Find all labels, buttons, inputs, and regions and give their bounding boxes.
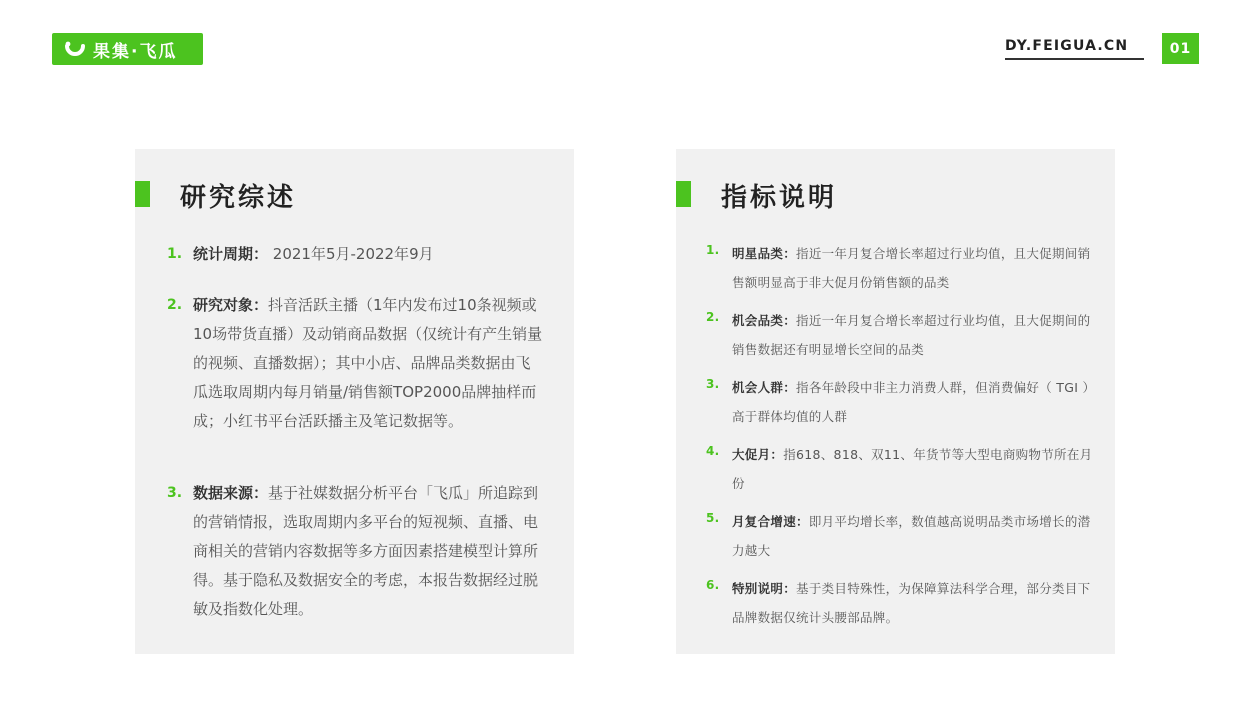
list-item bbox=[167, 240, 547, 269]
item-body: 基于类目特殊性，为保障算法科学合理，部分类目下品牌数据仅统计头腰部品牌。 bbox=[732, 581, 1091, 625]
logo-text: 果集·飞瓜 bbox=[93, 41, 178, 62]
item-number: 2. bbox=[706, 310, 720, 324]
item-body: 抖音活跃主播（1年内发布过10条视频或10场带货直播）及动销商品数据（仅统计有产生销量的视频、直播数据）；其中小店、品牌品类数据由飞瓜选取周期内每月销量/销售额TOP2000品牌抽样而成；小红书平台活跃播主及笔记数据等。 bbox=[193, 296, 543, 430]
item-number: 3. bbox=[706, 377, 720, 391]
list-item bbox=[706, 507, 1098, 565]
metrics-definition-card bbox=[676, 149, 1115, 654]
item-text bbox=[732, 306, 1094, 364]
site-url[interactable]: DY.FEIGUA.CN bbox=[1005, 38, 1144, 60]
item-text bbox=[193, 291, 545, 436]
item-number: 4. bbox=[706, 444, 720, 458]
item-body: 即月平均增长率，数值越高说明品类市场增长的潜力越大 bbox=[732, 514, 1091, 558]
item-label: 机会人群： bbox=[732, 380, 797, 395]
item-label: 数据来源： bbox=[193, 484, 269, 502]
item-number: 2. bbox=[167, 297, 183, 313]
item-label: 机会品类： bbox=[732, 313, 797, 328]
card-title: 指标说明 bbox=[721, 183, 838, 213]
card-title: 研究综述 bbox=[180, 183, 297, 213]
item-label: 研究对象： bbox=[193, 296, 269, 314]
list-item bbox=[706, 440, 1098, 498]
item-label: 大促月： bbox=[732, 447, 784, 462]
item-body: 2021年5月-2022年9月 bbox=[268, 245, 434, 263]
list-item bbox=[167, 479, 547, 624]
item-text bbox=[732, 574, 1094, 632]
item-text bbox=[193, 240, 545, 269]
smile-icon bbox=[64, 40, 86, 58]
item-text bbox=[732, 239, 1094, 297]
item-body: 基于社媒数据分析平台「飞瓜」所追踪到的营销情报，选取周期内多平台的短视频、直播、电商相关的营销内容数据等多方面因素搭建模型计算所得。基于隐私及数据安全的考虑，本报告数据经过脱敏及指数化处理。 bbox=[193, 484, 539, 618]
item-text bbox=[193, 479, 545, 624]
research-overview-card bbox=[135, 149, 574, 654]
item-text bbox=[732, 507, 1094, 565]
item-label: 明星品类： bbox=[732, 246, 797, 261]
item-body: 指近一年月复合增长率超过行业均值，且大促期间销售额明显高于非大促月份销售额的品类 bbox=[732, 246, 1091, 290]
item-body: 指618、818、双11、年货节等大型电商购物节所在月份 bbox=[732, 447, 1093, 491]
list-item bbox=[167, 291, 547, 436]
title-accent-bar bbox=[135, 181, 150, 207]
item-number: 1. bbox=[706, 243, 720, 257]
item-text bbox=[732, 373, 1094, 431]
brand-logo bbox=[52, 33, 203, 65]
item-body: 指各年龄段中非主力消费人群，但消费偏好（ TGI ）高于群体均值的人群 bbox=[732, 380, 1090, 424]
item-text bbox=[732, 440, 1094, 498]
item-body: 指近一年月复合增长率超过行业均值，且大促期间的销售数据还有明显增长空间的品类 bbox=[732, 313, 1091, 357]
item-number: 1. bbox=[167, 246, 183, 262]
title-accent-bar bbox=[676, 181, 691, 207]
item-number: 3. bbox=[167, 485, 183, 501]
item-label: 统计周期： bbox=[193, 245, 269, 263]
page-number: 01 bbox=[1162, 33, 1199, 64]
item-label: 月复合增速： bbox=[732, 514, 809, 529]
item-number: 6. bbox=[706, 578, 720, 592]
list-item bbox=[706, 373, 1098, 431]
item-label: 特别说明： bbox=[732, 581, 797, 596]
list-item bbox=[706, 574, 1098, 632]
list-item bbox=[706, 306, 1098, 364]
item-number: 5. bbox=[706, 511, 720, 525]
list-item bbox=[706, 239, 1098, 297]
